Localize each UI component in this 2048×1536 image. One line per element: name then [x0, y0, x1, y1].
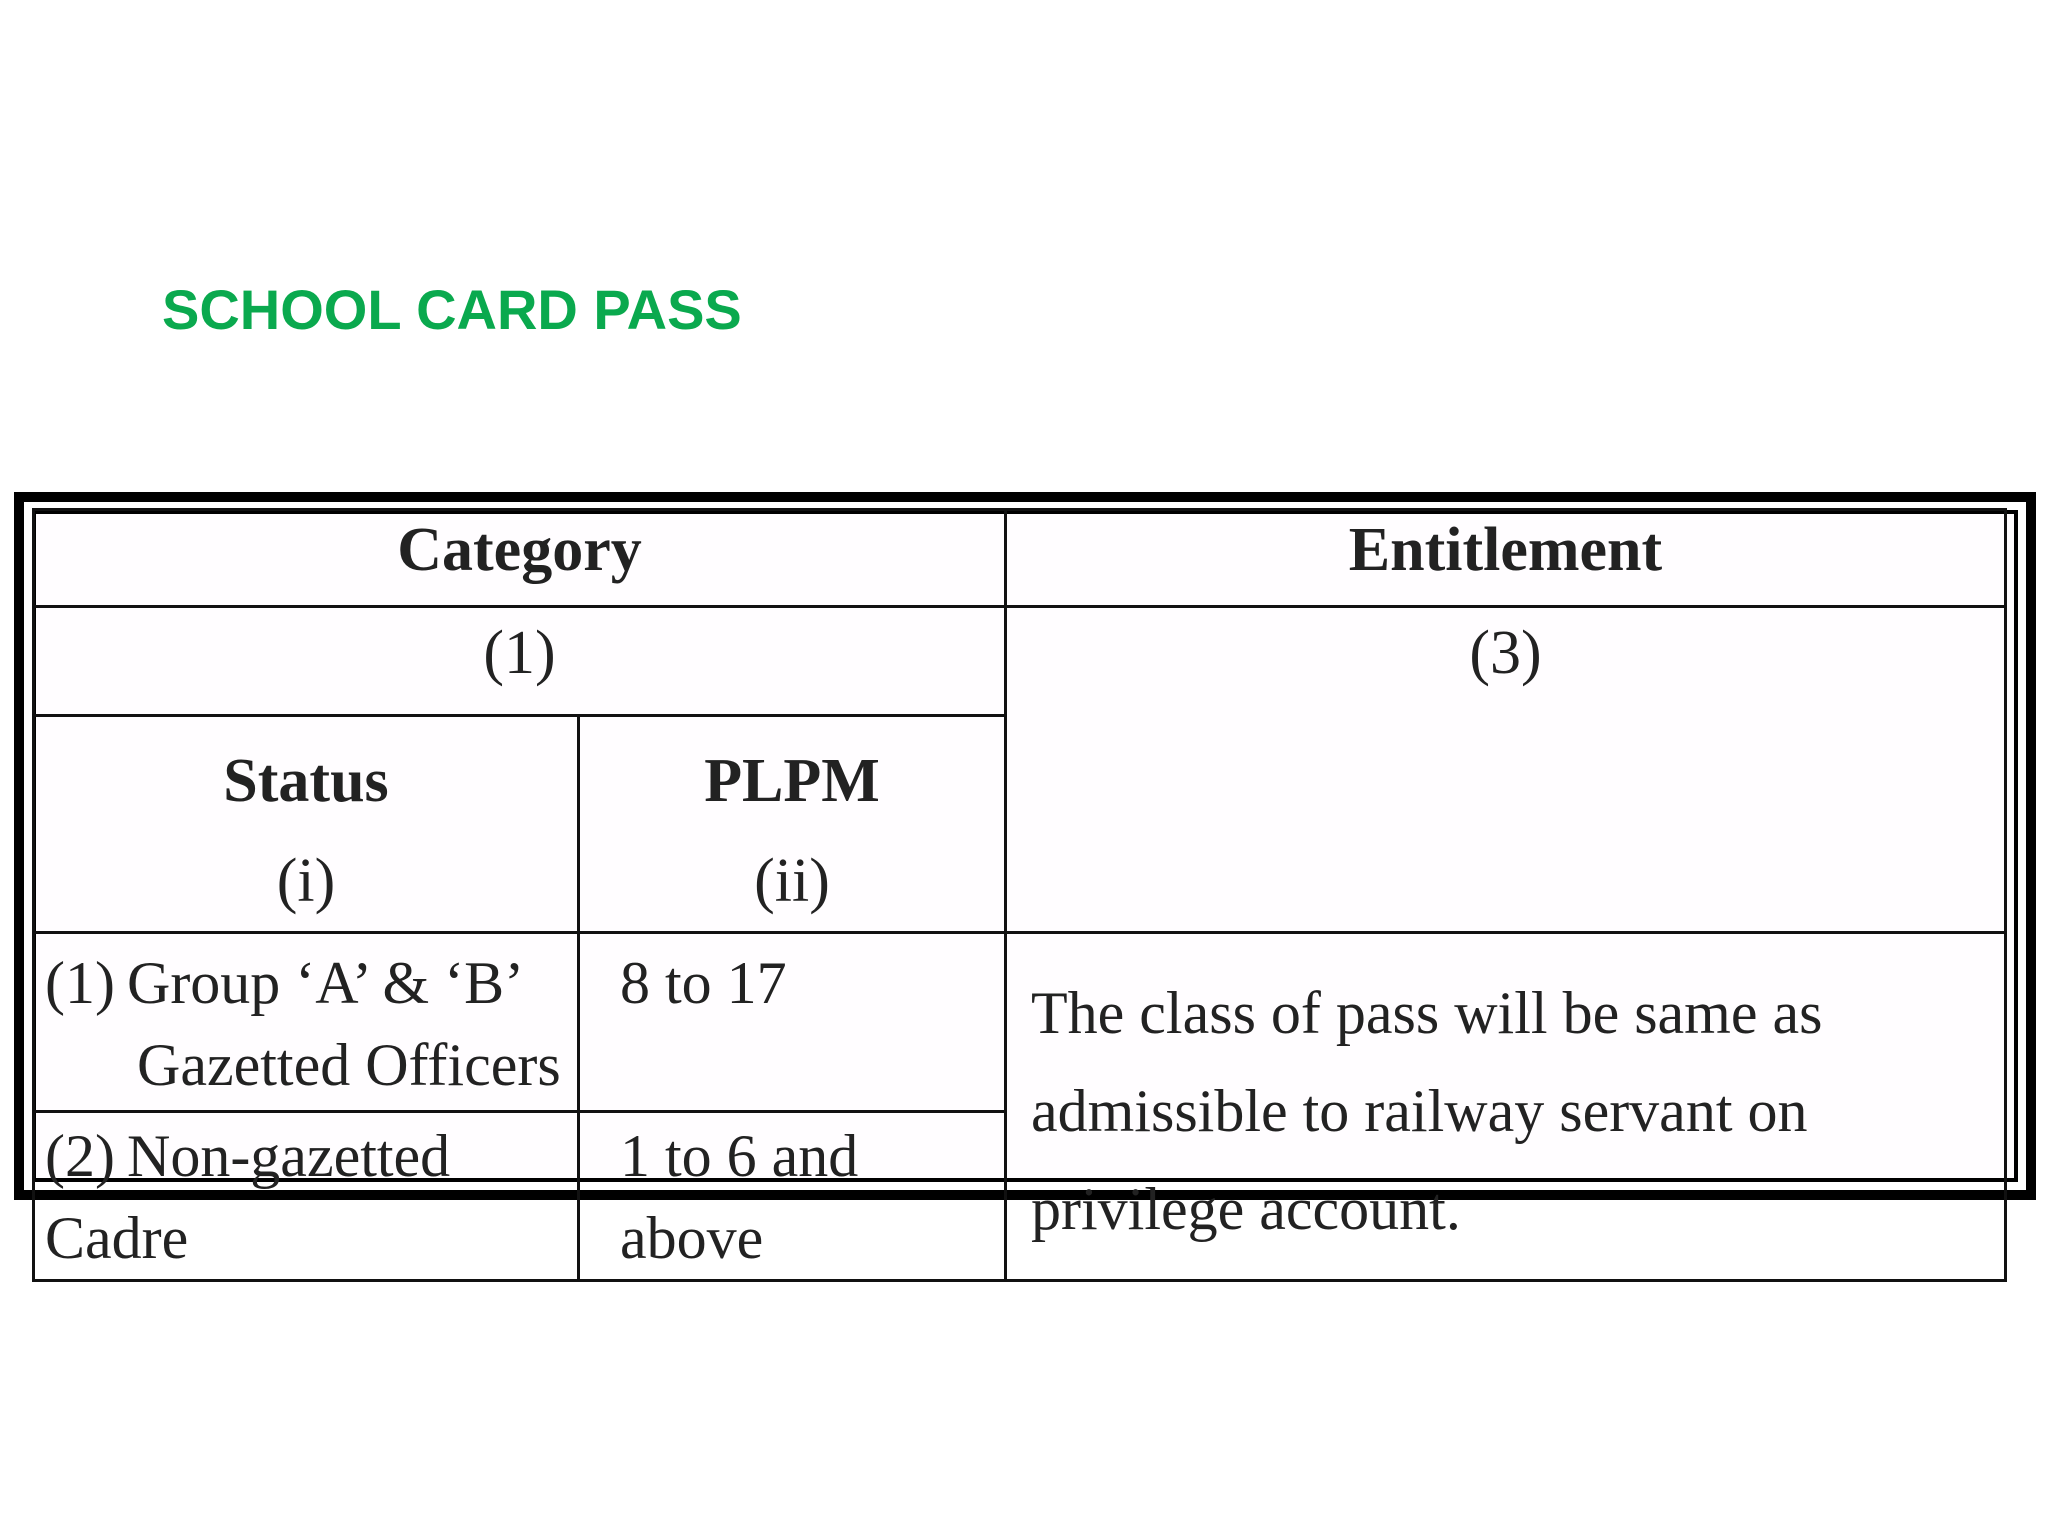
status-header-cell	[34, 716, 579, 933]
status-text: Non-gazetted Cadre	[45, 1123, 451, 1271]
table-frame	[14, 492, 2036, 1271]
category-column-number: (1)	[34, 607, 1006, 716]
status-column-number: (i)	[276, 847, 336, 915]
plpm-cell: 1 to 6 and above	[579, 1112, 1006, 1281]
plpm-column-number: (ii)	[754, 847, 830, 915]
row-index: (2)	[45, 1123, 115, 1189]
row-index: (1)	[45, 950, 115, 1016]
status-text: Group ‘A’ & ‘B’	[127, 950, 525, 1016]
school-card-pass-table	[32, 508, 2007, 1282]
page-title: SCHOOL CARD PASS	[162, 278, 742, 341]
status-cell	[34, 933, 579, 1112]
entitlement-text: The class of pass will be same as admissible to railway servant on privilege account.	[1006, 933, 2006, 1281]
category-header: Category	[34, 510, 1006, 607]
plpm-cell: 8 to 17	[579, 933, 1006, 1112]
status-cell	[34, 1112, 579, 1281]
entitlement-column-number: (3)	[1006, 607, 2006, 933]
status-text-continued: Gazetted Officers	[137, 1032, 561, 1098]
status-header: Status	[223, 747, 389, 815]
plpm-header: PLPM	[704, 747, 880, 815]
entitlement-header: Entitlement	[1006, 510, 2006, 607]
table-row	[34, 933, 2006, 1112]
plpm-header-cell	[579, 716, 1006, 933]
